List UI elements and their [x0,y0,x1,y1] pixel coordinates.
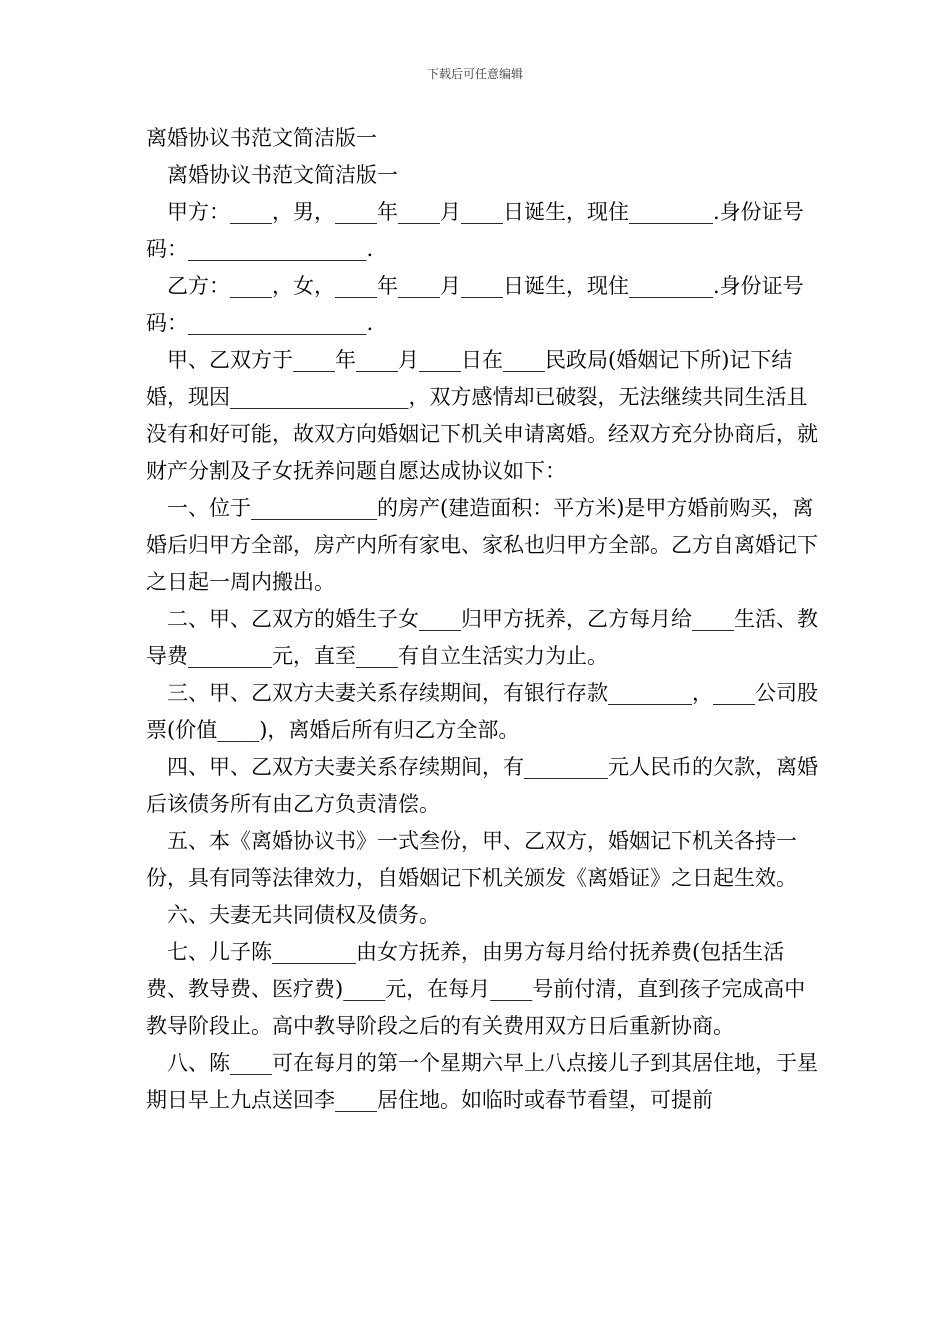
document-title: 离婚协议书范文简洁版一 [146,126,377,150]
party-b-paragraph: 乙方：____，女，____年____月____日诞生，现住________.身份证号码：_________________. [146,274,804,335]
party-a-paragraph: 甲方：____，男，____年____月____日诞生，现住________.身份证号码：_________________. [146,200,804,261]
clause-4: 四、甲、乙双方夫妻关系存续期间，有________元人民币的欠款，离婚后该债务所有由乙方负责清偿。 [146,755,818,816]
clause-3: 三、甲、乙双方夫妻关系存续期间，有银行存款________，____公司股票(价值____)，离婚后所有归乙方全部。 [146,681,818,742]
document-body [146,120,818,1119]
clause-7: 七、儿子陈________由女方抚养，由男方每月给付抚养费(包括生活费、教导费、医疗费)____元，在每月____号前付清，直到孩子完成高中教导阶段止。高中教导阶段之后的有关费用双方日后重新协商。 [146,940,806,1038]
clause-1: 一、位于____________的房产(建造面积：平方米)是甲方婚前购买，离婚后归甲方全部，房产内所有家电、家私也归甲方全部。乙方自离婚记下之日起一周内搬出。 [146,496,818,594]
intro-paragraph: 甲、乙双方于____年____月____日在____民政局(婚姻记下所)记下结婚，现因_________________，双方感情却已破裂，无法继续共同生活且没有和好可能，故双方向婚姻记下机关申请离婚。经双方充分协商后，就财产分割及子女抚养问题自愿达成协议如下： [146,348,818,483]
clause-5: 五、本《离婚协议书》一式叁份，甲、乙双方，婚姻记下机关各持一份，具有同等法律效力，自婚姻记下机关颁发《离婚证》之日起生效。 [146,829,797,890]
document-subtitle: 离婚协议书范文简洁版一 [167,163,398,187]
clause-8: 八、陈____可在每月的第一个星期六早上八点接儿子到其居住地，于星期日早上九点送回李____居住地。如临时或春节看望，可提前 [146,1051,818,1112]
page-header-note: 下载后可任意编辑 [426,67,523,81]
clause-2: 二、甲、乙双方的婚生子女____归甲方抚养，乙方每月给____生活、教导费________元，直至____有自立生活实力为止。 [146,607,818,668]
clause-6: 六、夫妻无共同债权及债务。 [167,903,440,927]
